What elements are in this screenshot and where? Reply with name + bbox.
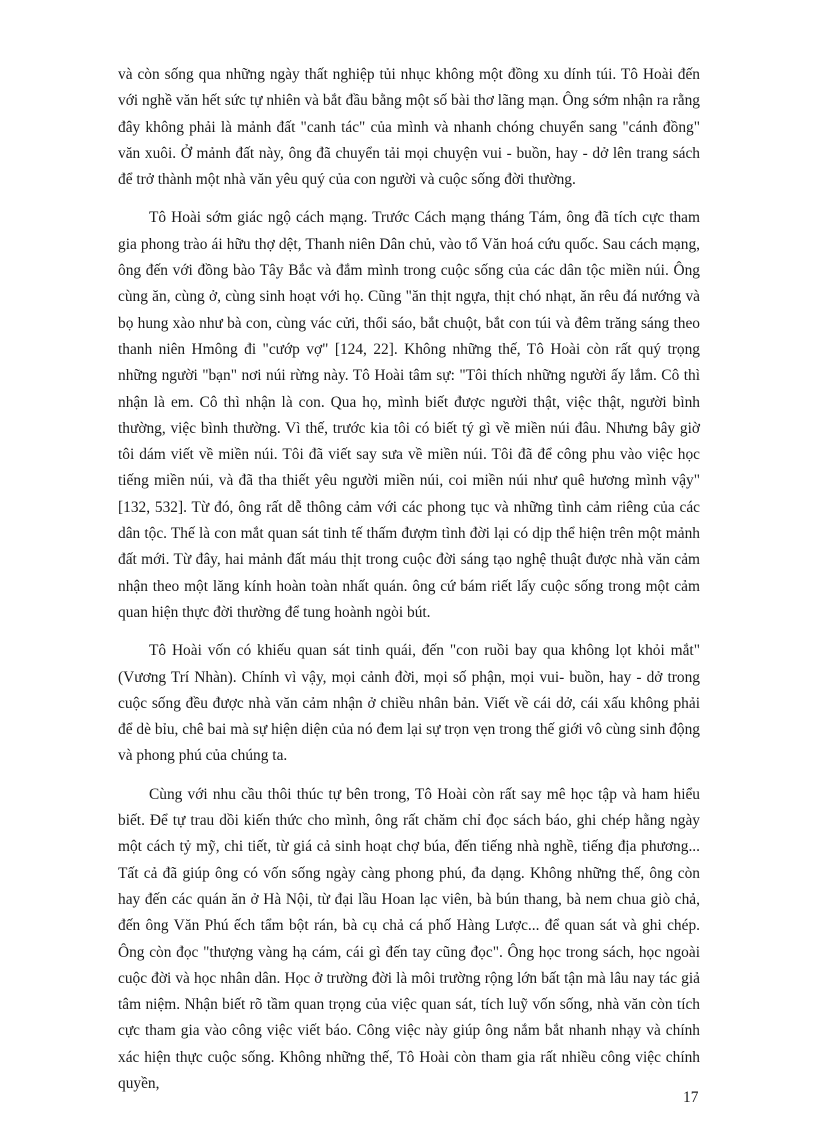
paragraph-2: Tô Hoài sớm giác ngộ cách mạng. Trước Cách mạng tháng Tám, ông đã tích cực tham gia phong trào ái hữu thợ dệt, Thanh niên Dân chủ, vào tổ Văn hoá cứu quốc. Sau cách mạng, ông đến với đồng bào Tây Bắc và đắm mình trong cuộc sống của các dân tộc miền núi. Ông cùng ăn, cùng ở, cùng sinh hoạt với họ. Cũng "ăn thịt ngựa, thịt chó nhạt, ăn rêu đá nướng và bọ hung xào như bà con, cùng vác cửi, thổi sáo, bắt chuột, bắt con túi và đêm trăng sáng theo thanh niên Hmông đi "cướp vợ" [124, 22]. Không những thế, Tô Hoài còn rất quý trọng những người "bạn" nơi núi rừng này. Tô Hoài tâm sự: "Tôi thích những người ấy lắm. Cô thì nhận là em. Cô thì nhận là con. Qua họ, mình biết được người thật, việc thật, người bình thường, việc bình thường. Vì thế, trước kia tôi có biết tý gì về miền núi đâu. Nhưng bây giờ tôi dám viết về miền núi. Tôi đã viết say sưa về miền núi. Tôi đã để công phu vào việc học tiếng miền núi, và đã tha thiết yêu người miền núi, coi miền núi như quê hương mình vậy" [132, 532]. Từ đó, ông rất dễ thông cảm với các phong tục và những tình cảm riêng của các dân tộc. Thế là con mắt quan sát tinh tế thấm đượm tình đời lại có dịp thể hiện trên một mảnh đất mới. Từ đây, hai mảnh đất máu thịt trong cuộc đời sáng tạo nghệ thuật được nhà văn cảm nhận theo một lăng kính hoàn toàn nhất quán. ông cứ bám riết lấy cuộc sống trong một cảm quan hiện thực đời thường để tung hoành ngòi bút.: [118, 209, 700, 621]
paragraph-4: Cùng với nhu cầu thôi thúc tự bên trong, Tô Hoài còn rất say mê học tập và ham hiểu biết. Để tự trau dồi kiến thức cho mình, ông rất chăm chỉ đọc sách báo, ghi chép hằng ngày một cách tỷ mỹ, chi tiết, từ giá cả sinh hoạt chợ búa, đến tiếng nhà nghề, tiếng địa phương... Tất cả đã giúp ông có vốn sống ngày càng phong phú, đa dạng. Không những thế, ông còn hay đến các quán ăn ở Hà Nội, từ đại lầu Hoan lạc viên, bà bún thang, bà nem chua giò chả, đến ông Văn Phú ếch tẩm bột rán, bà cụ chả cá phố Hàng Lược... để quan sát và ghi chép. Ông còn đọc "thượng vàng hạ cám, cái gì đến tay cũng đọc". Ông học trong sách, học ngoài cuộc đời và học nhân dân. Học ở trường đời là môi trường rộng lớn bất tận mà lâu nay tác giả tâm niệm. Nhận biết rõ tầm quan trọng của việc quan sát, tích luỹ vốn sống, nhà văn còn tích cực tham gia vào công việc viết báo. Công việc này giúp ông nắm bắt nhanh nhạy và chính xác hiện thực cuộc sống. Không những thế, Tô Hoài còn tham gia rất nhiều công việc chính quyền,: [118, 785, 700, 1092]
document-body: [118, 62, 700, 1109]
page-number: 17: [683, 1089, 699, 1106]
paragraph-3: Tô Hoài vốn có khiếu quan sát tinh quái, đến "con ruồi bay qua không lọt khỏi mắt"(Vương Trí Nhàn). Chính vì vậy, mọi cảnh đời, mọi số phận, mọi vui- buồn, hay - dở trong cuộc sống đều được nhà văn cảm nhận ở chiều nhân bản. Viết về cái dở, cái xấu không phải để dè bỉu, chê bai mà sự hiện diện của nó đem lại sự trọn vẹn trong thế giới vô cùng sinh động và phong phú của chúng ta.: [118, 642, 700, 765]
paragraph-1: và còn sống qua những ngày thất nghiệp tủi nhục không một đồng xu dính túi. Tô Hoài đến với nghề văn hết sức tự nhiên và bắt đầu bằng một số bài thơ lãng mạn. Ông sớm nhận ra rằng đây không phải là mảnh đất "canh tác" của mình và nhanh chóng chuyển sang "cánh đồng" văn xuôi. Ở mảnh đất này, ông đã chuyển tải mọi chuyện vui - buồn, hay - dở lên trang sách để trở thành một nhà văn yêu quý của con người và cuộc sống đời thường.: [118, 66, 700, 189]
